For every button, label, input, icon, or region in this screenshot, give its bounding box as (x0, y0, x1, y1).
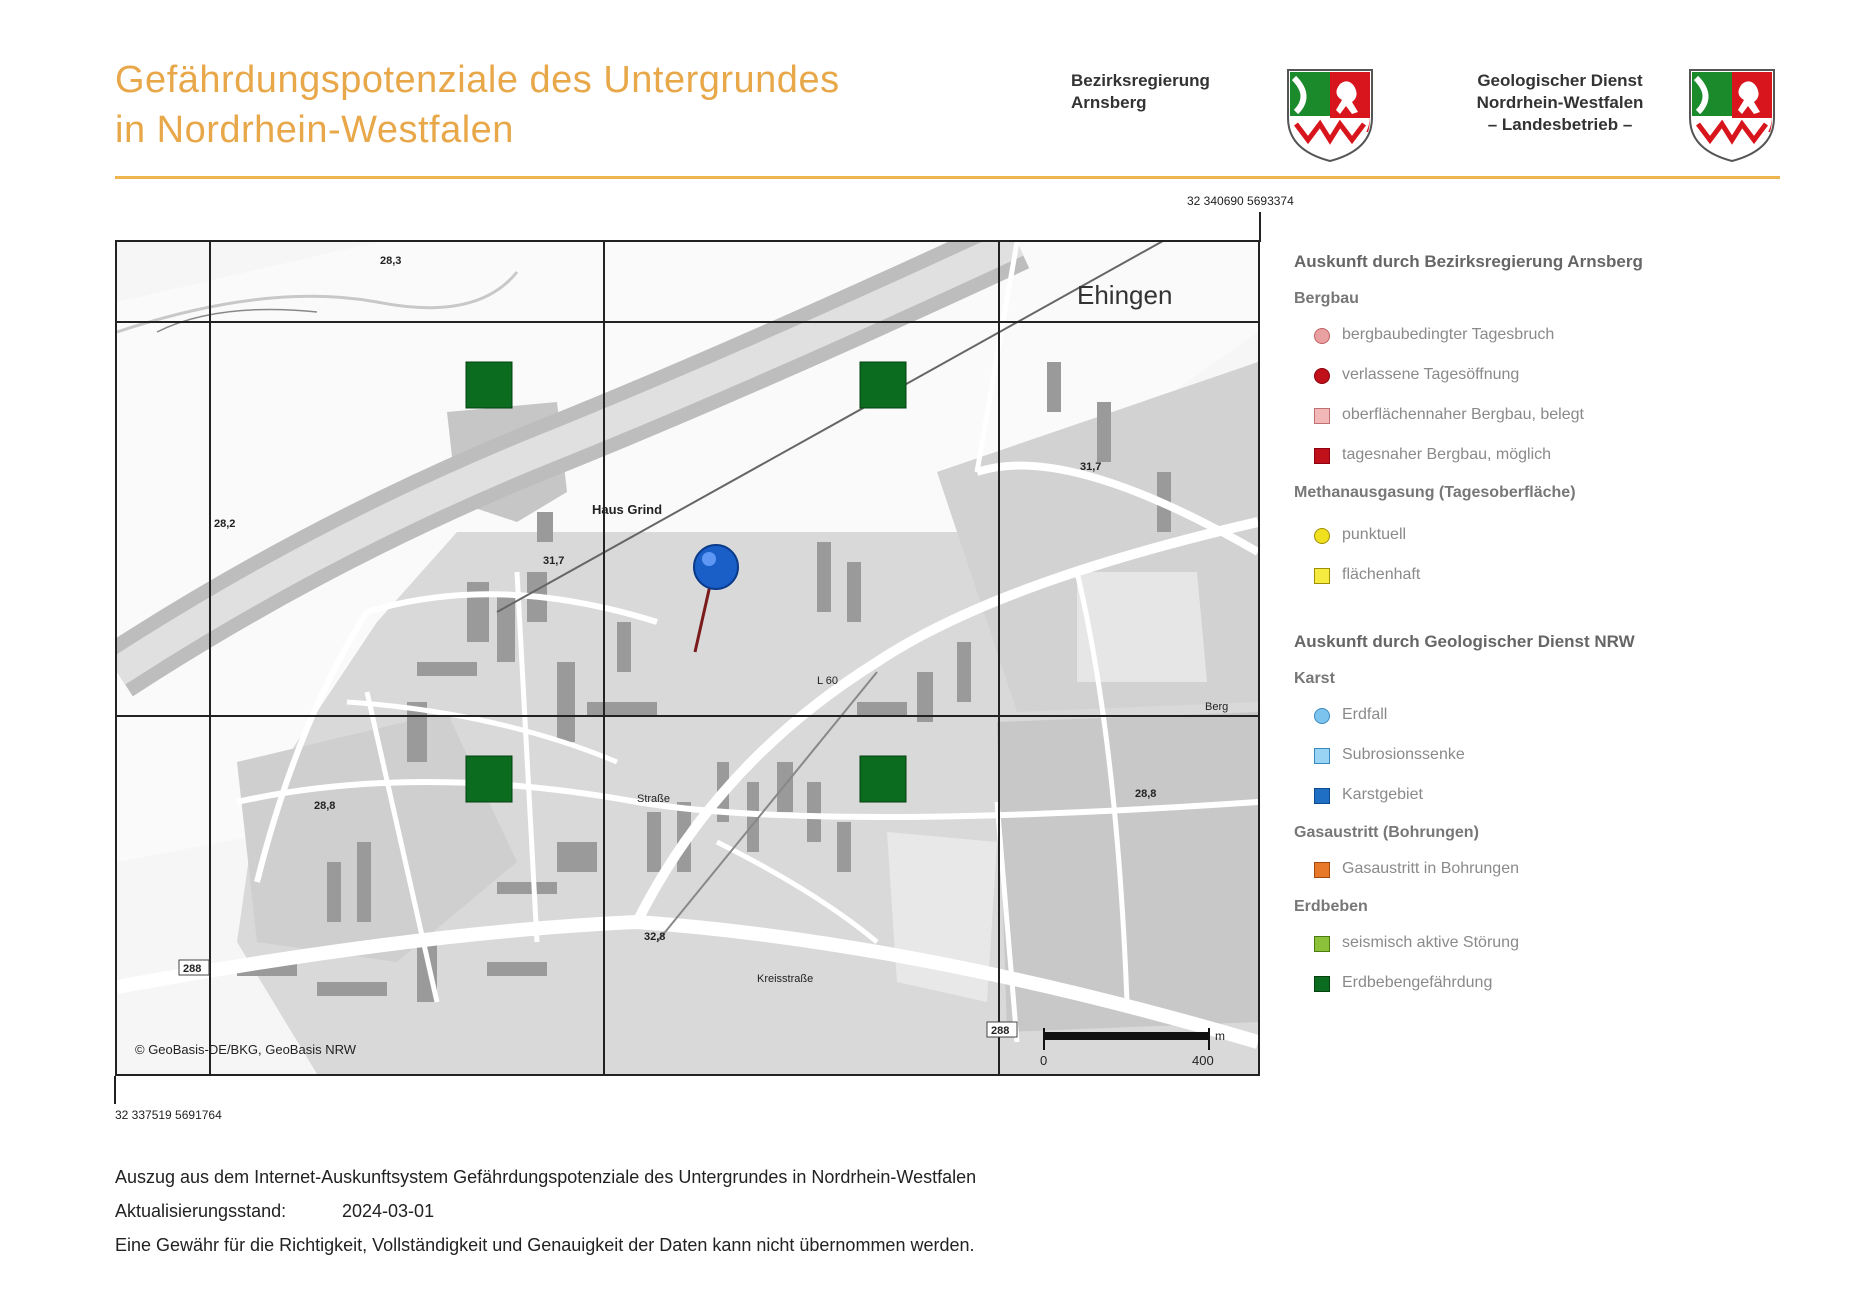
legend-symbol-icon (1314, 976, 1330, 992)
legend-panel (1294, 252, 1794, 1008)
authority1-line1: Bezirksregierung (1071, 71, 1210, 90)
stand-value: 2024-03-01 (342, 1201, 435, 1221)
legend-item-label: Erdfall (1342, 706, 1388, 723)
legend-item-label: oberflächennaher Bergbau, belegt (1342, 406, 1584, 423)
legend-category-bergbau: Bergbau (1294, 290, 1359, 307)
nrw-crest-icon (1284, 66, 1376, 164)
legend-item (1294, 740, 1794, 780)
place-name-label: Ehingen (1077, 280, 1173, 310)
legend-category-methan: Methanausgasung (Tagesoberfläche) (1294, 484, 1576, 501)
legend-symbol-icon (1314, 862, 1330, 878)
pin-head[interactable] (694, 545, 738, 589)
legend-item-label: tagesnaher Bergbau, möglich (1342, 446, 1552, 463)
legend-item (1294, 560, 1794, 600)
legend-category-erdbeben: Erdbeben (1294, 898, 1368, 915)
legend-item-label: seismisch aktive Störung (1342, 934, 1519, 951)
legend-item (1294, 440, 1794, 480)
coordinate-tick-top-right (1259, 212, 1261, 242)
legend-symbol-icon (1314, 748, 1330, 764)
legend-item-label: Erdbebengefährdung (1342, 974, 1493, 991)
title-line-1: Gefährdungspotenziale des Untergrundes (115, 59, 840, 101)
legend-group-methan (1294, 520, 1794, 600)
legend-item (1294, 320, 1794, 360)
legend-symbol-icon (1314, 368, 1330, 384)
authority2-line3: – Landesbetrieb – (1487, 115, 1633, 134)
erdbebengefaehrdung-square[interactable] (860, 362, 906, 408)
map-copyright: © GeoBasis-DE/BKG, GeoBasis NRW (135, 1042, 357, 1057)
legend-item (1294, 780, 1794, 820)
spot-height-label: 28,8 (314, 800, 336, 812)
spot-height-label: 28,3 (380, 255, 402, 267)
authority2-line1: Geologischer Dienst (1477, 71, 1643, 90)
spot-height-label: 28,2 (214, 518, 236, 530)
legend-group-erdbeben (1294, 928, 1794, 1008)
legend-item-label: Gasaustritt in Bohrungen (1342, 860, 1519, 877)
road-name-label: Berg (1205, 701, 1229, 713)
legend-symbol-icon (1314, 936, 1330, 952)
legend-section-bezirksregierung: Auskunft durch Bezirksregierung Arnsberg (1294, 252, 1643, 271)
footer-source-line: Auszug aus dem Internet-Auskunftsystem Gefährdungspotenziale des Untergrundes in Nordrhein-Westfalen (115, 1167, 977, 1187)
legend-symbol-icon (1314, 408, 1330, 424)
scale-end-label: 400 (1192, 1053, 1214, 1068)
authority-bezirksregierung (1071, 70, 1210, 114)
erdbebengefaehrdung-square[interactable] (860, 756, 906, 802)
legend-item-label: Subrosionssenke (1342, 746, 1465, 763)
legend-symbol-icon (1314, 788, 1330, 804)
stand-label: Aktualisierungsstand: (115, 1201, 287, 1221)
header-divider (115, 176, 1780, 179)
footer-disclaimer-line: Eine Gewähr für die Richtigkeit, Vollständigkeit und Genauigkeit der Daten kann nicht übernommen werden. (115, 1235, 975, 1255)
coordinate-tick-bottom-left (114, 1076, 116, 1104)
map-view[interactable] (115, 240, 1260, 1076)
legend-item-label: Karstgebiet (1342, 786, 1423, 803)
spot-height-label: 32,8 (644, 931, 666, 943)
legend-section-geologischer-dienst: Auskunft durch Geologischer Dienst NRW (1294, 632, 1635, 651)
page-title (115, 55, 840, 155)
authority-geologischer-dienst (1450, 70, 1670, 136)
erdbebengefaehrdung-square[interactable] (466, 756, 512, 802)
legend-item-label: flächenhaft (1342, 566, 1421, 583)
legend-category-karst: Karst (1294, 670, 1335, 687)
road-name-label: Straße (637, 793, 671, 805)
legend-group-karst (1294, 700, 1794, 820)
road-name-label: L 60 (817, 675, 839, 687)
legend-item (1294, 968, 1794, 1008)
road-number-label: 288 (183, 963, 202, 975)
spot-height-label: 31,7 (1080, 461, 1102, 473)
spot-height-label: 31,7 (543, 555, 565, 567)
road-name-label: Kreisstraße (757, 973, 814, 985)
nrw-crest-icon (1686, 66, 1778, 164)
scale-unit-label: m (1215, 1029, 1225, 1043)
legend-item-label: bergbaubedingter Tagesbruch (1342, 326, 1555, 343)
footer-notes (115, 1160, 976, 1262)
coordinate-bottom-left: 32 337519 5691764 (115, 1108, 222, 1122)
legend-item (1294, 928, 1794, 968)
title-line-2: in Nordrhein-Westfalen (115, 109, 514, 151)
legend-item-label: punktuell (1342, 526, 1407, 543)
legend-category-gasaustritt: Gasaustritt (Bohrungen) (1294, 824, 1479, 841)
erdbebengefaehrdung-square[interactable] (466, 362, 512, 408)
legend-symbol-icon (1314, 568, 1330, 584)
road-number-label: 288 (991, 1025, 1010, 1037)
scale-bar-fill (1044, 1032, 1209, 1040)
legend-group-gasaustritt (1294, 854, 1794, 894)
coordinate-top-right: 32 340690 5693374 (1187, 194, 1294, 208)
legend-item-label: verlassene Tagesöffnung (1342, 366, 1520, 383)
legend-symbol-icon (1314, 328, 1330, 344)
legend-item (1294, 520, 1794, 560)
scale-start-label: 0 (1040, 1053, 1048, 1068)
legend-item (1294, 400, 1794, 440)
legend-symbol-icon (1314, 708, 1330, 724)
legend-item (1294, 360, 1794, 400)
haus-grind-label: Haus Grind (592, 502, 663, 517)
footer-stand-line (115, 1194, 976, 1228)
authority2-line2: Nordrhein-Westfalen (1476, 93, 1644, 112)
legend-group-bergbau (1294, 320, 1794, 480)
legend-item (1294, 854, 1794, 894)
legend-item (1294, 700, 1794, 740)
spot-height-label: 28,8 (1135, 788, 1157, 800)
map-canvas[interactable] (117, 242, 1258, 1074)
legend-symbol-icon (1314, 448, 1330, 464)
legend-symbol-icon (1314, 528, 1330, 544)
authority1-line2: Arnsberg (1071, 93, 1147, 112)
